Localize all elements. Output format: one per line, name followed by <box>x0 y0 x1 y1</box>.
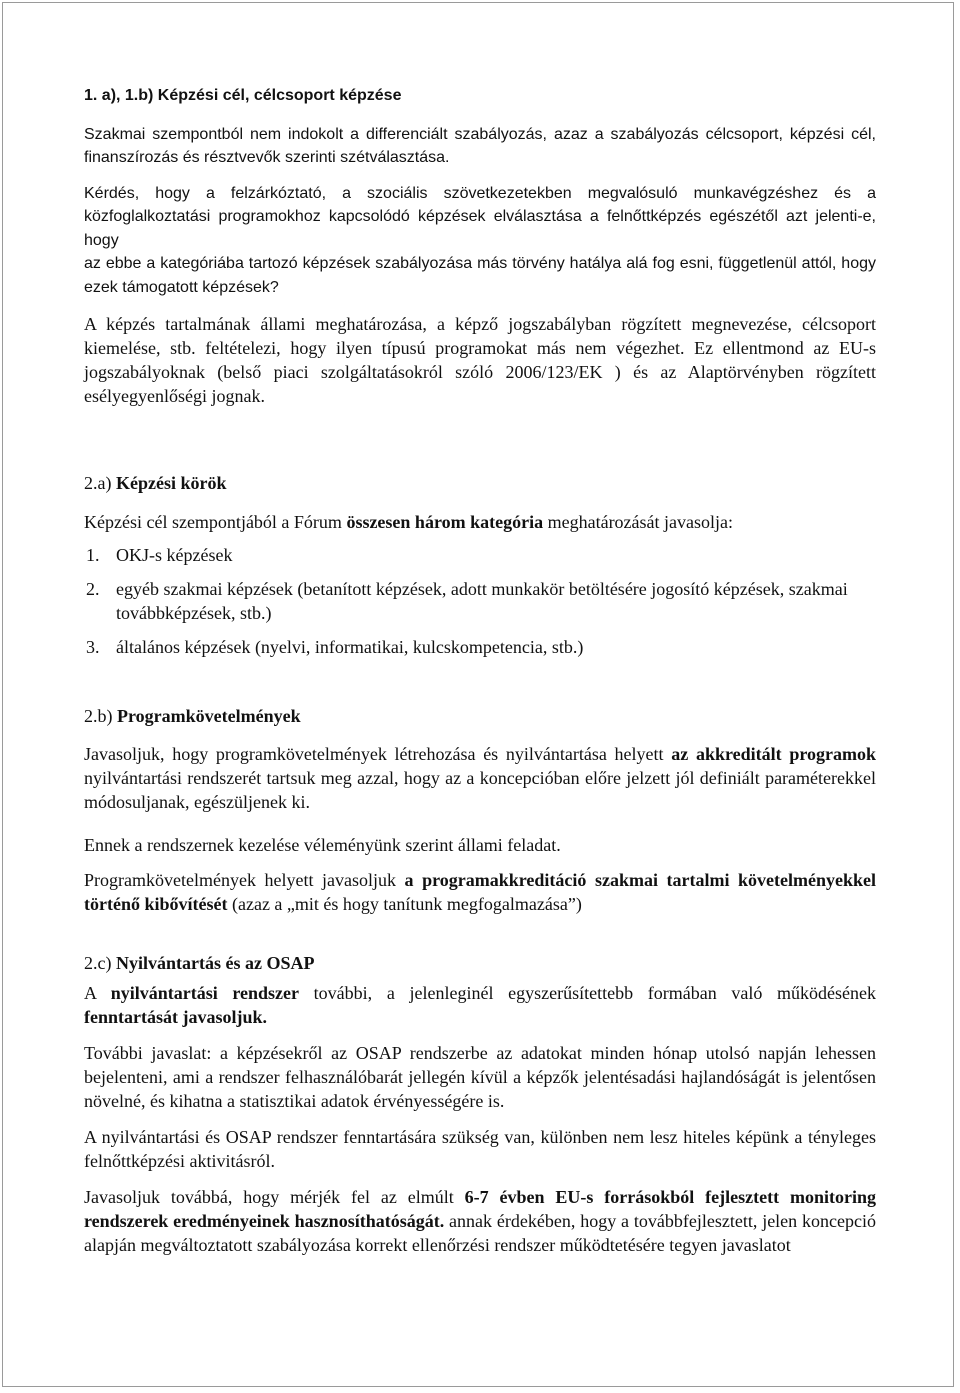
list-item-text: általános képzések (nyelvi, informatikai, kulcskompetencia, stb.) <box>116 637 584 657</box>
section-2a-intro-bold: összesen három kategória <box>346 512 544 532</box>
section-2b-title: Programkövetelmények <box>117 706 301 726</box>
list-item-number: 1. <box>86 545 100 565</box>
section-2c-p1-bold-2: fenntartását javasoljuk. <box>84 1007 267 1027</box>
document-page <box>84 84 876 1257</box>
section-2b-paragraph-2: Ennek a rendszernek kezelése véleményünk szerint állami feladat. <box>84 835 561 855</box>
section-2c-p1-bold: nyilvántartási rendszer <box>110 983 300 1003</box>
list-item-number: 3. <box>86 637 100 657</box>
section-2c-number: 2.c) <box>84 953 112 973</box>
list-item <box>84 635 876 659</box>
section-1-paragraph-3: az ebbe a kategóriába tartozó képzések szabályozása más törvény hatálya alá fog esni, függetlenül attól, hogy ezek támogatott képzések? <box>84 255 876 296</box>
section-2b-p3-a: Programkövetelmények helyett javasoljuk <box>84 870 405 890</box>
section-1-paragraph-2: Kérdés, hogy a felzárkóztató, a szociális szövetkezetekben megvalósuló munkavégzéshez és a közfoglalkoztatási programokhoz kapcsolódó képzések elválasztása a felnőttképzés egészétől azt jelenti-e, hogy <box>84 184 876 249</box>
section-2a-heading <box>84 471 876 495</box>
section-2c-p1-c: további, a jelenleginél egyszerűsítettebb formában való működésének <box>299 983 877 1003</box>
section-2c-paragraph-4 <box>84 1185 876 1257</box>
section-2c-paragraph-3: A nyilvántartási és OSAP rendszer fenntartására szükség van, különben nem lesz hiteles képünk a tényleges felnőttképzési aktivitásról. <box>84 1127 876 1171</box>
training-category-list <box>84 543 876 659</box>
list-item <box>84 577 876 625</box>
section-2b-paragraph-1 <box>84 742 876 814</box>
section-2b-p1-a: Javasoljuk, hogy programkövetelmények létrehozása és nyilvántartása helyett <box>84 744 672 764</box>
section-2b-p3-c: (azaz a „mit és hogy tanítunk megfogalmazása”) <box>227 894 582 914</box>
section-2b-p1-c: nyilvántartási rendszerét tartsuk meg azzal, hogy az a koncepcióban előre jelzett jól definiált paraméterekkel módosuljanak, egészüljenek ki. <box>84 768 876 812</box>
section-2c-p1-a: A <box>84 983 111 1003</box>
section-1-heading: 1. a), 1.b) Képzési cél, célcsoport képzése <box>84 87 402 104</box>
section-2a-intro-c: meghatározását javasolja: <box>543 512 734 532</box>
section-2a-intro <box>84 510 876 534</box>
section-2a-intro-a: Képzési cél szempontjából a Fórum <box>84 512 347 532</box>
section-2c-paragraph-1 <box>84 981 876 1029</box>
section-2c-title: Nyilvántartás és az OSAP <box>115 953 315 973</box>
section-2b-p1-bold: az akkreditált programok <box>671 744 876 764</box>
section-2b-p3-bold: a programakkreditáció szakmai tartalmi követelményekkel történő kibővítését <box>84 870 876 914</box>
section-2c-p4-a: Javasoljuk továbbá, hogy mérjék fel az elmúlt <box>84 1187 465 1207</box>
section-2b-number: 2.b) <box>84 706 113 726</box>
section-1-paragraph-4: A képzés tartalmának állami meghatározása, a képző jogszabályban rögzített megnevezése, célcsoport kiemelése, stb. feltételezi, hogy ilyen típusú programokat más nem végezhet. Ez ellentmond az EU-s jogszabályoknak (belső piaci szolgáltatásokról szóló 2006/123/EK ) és az Alaptörvényben rögzített esélyegyenlőségi jognak. <box>84 314 876 406</box>
section-2c-heading <box>84 951 876 975</box>
section-2c-p4-bold: 6-7 évben EU-s forrásokból fejlesztett monitoring rendszerek eredményeinek hasznosíthatóságát. <box>84 1187 876 1231</box>
section-2b-heading <box>84 704 876 728</box>
section-1-paragraph-1: Szakmai szempontból nem indokolt a differenciált szabályozás, azaz a szabályozás célcsoport, képzési cél, finanszírozás és résztvevők szerinti szétválasztása. <box>84 125 876 166</box>
list-item-text: OKJ-s képzések <box>116 545 233 565</box>
list-item-text: egyéb szakmai képzések (betanított képzések, adott munkakör betöltésére jogosító képzések, szakmai továbbképzések, stb.) <box>116 579 848 623</box>
section-2c-p4-c: annak érdekében, hogy a továbbfejlesztett, jelen koncepció alapján megváltoztatott szabályozása korrekt ellenőrzési rendszer működtetésére tegyen javaslatot <box>84 1211 876 1255</box>
section-2a-title: Képzési körök <box>115 473 227 493</box>
section-2c-paragraph-2: További javaslat: a képzésekről az OSAP rendszerbe az adatokat minden hónap utolsó napján lehessen bejelenteni, ami a rendszer felhasználóbarát jellegén kívül a képzők jelentésadási hajlandóságát is jelentősen növelné, és kihatna a statisztikai adatok érvényességére is. <box>84 1043 876 1111</box>
list-item-number: 2. <box>86 579 100 599</box>
section-2a-number: 2.a) <box>84 473 112 493</box>
section-2b-paragraph-3 <box>84 868 876 916</box>
list-item <box>84 543 876 567</box>
